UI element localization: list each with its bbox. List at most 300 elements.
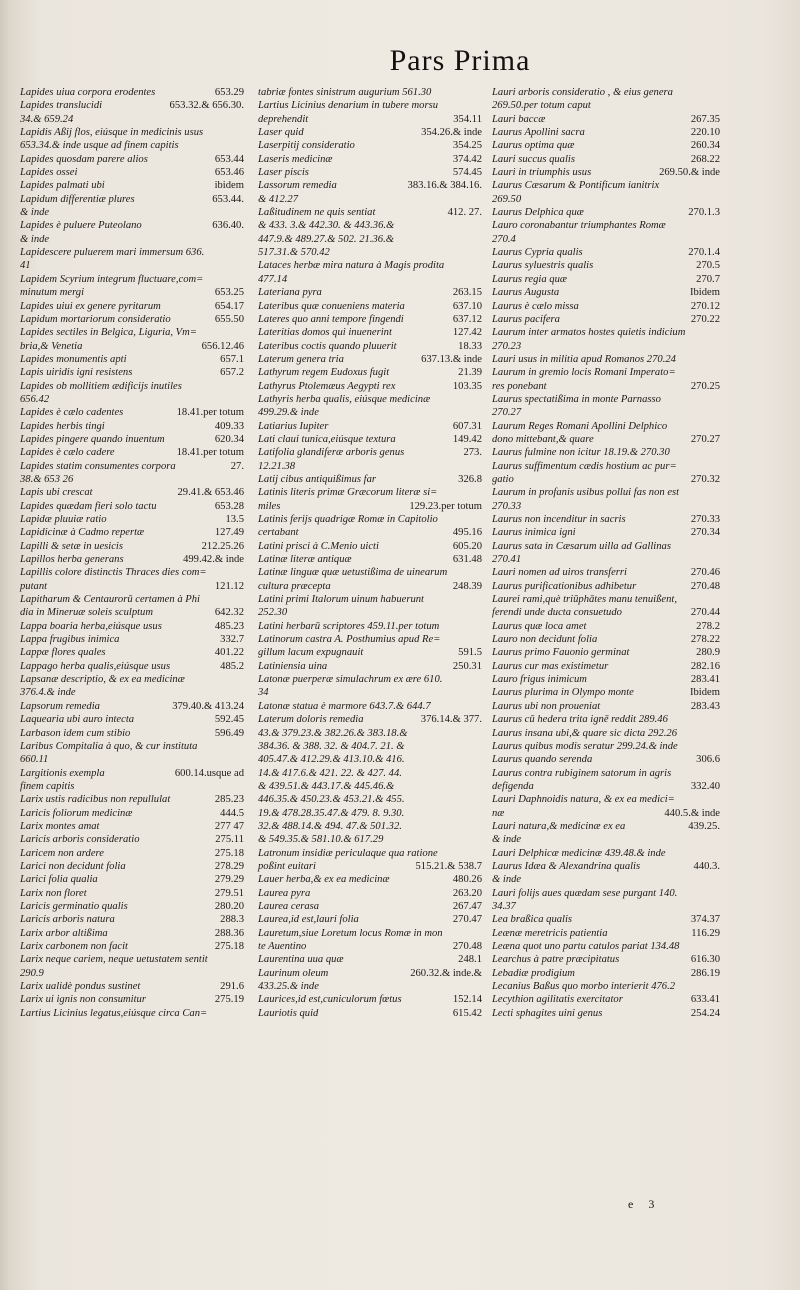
index-entry: [258, 980, 482, 993]
entry-text: dono mittebant,& quare: [492, 433, 594, 445]
entry-text: Laurus insana ubi,& quare sic dicta 292.26: [492, 727, 678, 739]
entry-text: & inde: [492, 874, 522, 886]
entry-text: res ponebant: [492, 380, 547, 392]
index-entry: [20, 526, 244, 539]
entry-text: Lecanius Baßus quo morbo interierit 476.2: [492, 981, 676, 993]
entry-reference: 401.22: [214, 647, 244, 659]
index-entry: [20, 300, 244, 313]
entry-reference: 596.49: [214, 727, 244, 739]
entry-reference: 127.49: [214, 527, 244, 539]
entry-text: Lauri in triumphis usus: [492, 167, 592, 179]
entry-reference: 103.35: [452, 380, 482, 392]
entry-reference: 607.31: [452, 420, 482, 432]
index-entry: [258, 993, 482, 1006]
index-entry: [258, 686, 482, 699]
entry-text: Lapis uiridis igni resistens: [20, 367, 133, 379]
entry-text: Lapidum differentiæ plures: [20, 193, 135, 205]
entry-text: Lapis ubi crescat: [20, 487, 93, 499]
entry-text: Lauri natura,& medicinæ ex ea: [492, 820, 626, 832]
entry-text: 34: [258, 687, 269, 699]
entry-reference: 278.2: [696, 620, 720, 632]
entry-text: Lapides translucidi: [20, 100, 103, 112]
index-entry: [20, 793, 244, 806]
entry-reference: 270.48: [690, 580, 720, 592]
entry-text: Lapides quosdam parere alios: [20, 153, 148, 165]
entry-text: minutum mergi: [20, 287, 85, 299]
entry-text: Laurus ubi non proueniat: [492, 700, 601, 712]
index-entry: [492, 927, 720, 940]
entry-text: Laurei rami,què triūphātes manu tenuißent,: [492, 594, 677, 606]
entry-reference: 291.6: [220, 981, 244, 993]
index-entry: [20, 126, 244, 139]
entry-text: 41: [20, 260, 31, 272]
entry-text: Laterum doloris remedia: [258, 714, 364, 726]
entry-text: 270.23: [492, 340, 522, 352]
entry-text: Lauer herba,& ex ea medicinæ: [258, 874, 390, 886]
index-entry: [20, 566, 244, 579]
entry-reference: 149.42: [452, 433, 482, 445]
index-entry: [20, 873, 244, 886]
entry-reference: 270.34: [690, 527, 720, 539]
index-entry: [492, 993, 720, 1006]
index-entry: [492, 767, 720, 780]
page-title: Pars Prima: [389, 44, 531, 77]
entry-reference: 270.25: [690, 380, 720, 392]
entry-text: Larici folia qualia: [20, 874, 98, 886]
entry-text: 499.29.& inde: [258, 407, 319, 419]
entry-reference: 354.26.& inde: [421, 127, 482, 139]
index-entry: [258, 566, 482, 579]
entry-text: Lapidicinæ à Cadmo repertæ: [20, 527, 145, 539]
entry-reference: 18.33: [458, 340, 482, 352]
running-head: [0, 44, 800, 78]
index-entry: [492, 780, 720, 793]
entry-text: Lauro coronabantur triumphantes Romæ: [492, 220, 666, 232]
index-entry: [20, 166, 244, 179]
entry-reference: 248.39: [452, 580, 482, 592]
entry-text: 43.& 379.23.& 382.26.& 383.18.&: [258, 727, 408, 739]
index-entry: [258, 286, 482, 299]
index-entry: [20, 940, 244, 953]
entry-text: Latinæ literæ antiquæ: [258, 554, 352, 566]
index-entry: [258, 513, 482, 526]
index-entry: [258, 553, 482, 566]
index-entry: [20, 993, 244, 1006]
entry-reference: 283.41: [690, 674, 720, 686]
entry-reference: 574.45: [452, 167, 482, 179]
entry-text: Lartius Licinius denarium in tubere morsu: [258, 100, 439, 112]
index-entry: [258, 446, 482, 459]
entry-text: Leæna quot uno partu catulos pariat 134.48: [492, 941, 680, 952]
index-entry: [20, 646, 244, 659]
entry-reference: 129.23.per totum: [409, 500, 482, 512]
index-entry: [492, 727, 720, 740]
entry-reference: 27.: [230, 460, 244, 472]
entry-text: Laurus syluestris qualis: [492, 260, 594, 272]
entry-text: 656.42: [20, 393, 50, 405]
entry-reference: 485.2: [220, 660, 244, 672]
entry-text: Lappa frugibus inimica: [20, 634, 120, 646]
entry-text: Laricis arboris natura: [20, 914, 115, 926]
index-entry: [492, 206, 720, 219]
entry-text: Laurum Reges Romani Apollini Delphico: [492, 420, 668, 432]
index-entry: [492, 246, 720, 259]
index-entry: [20, 713, 244, 726]
entry-reference: 283.43: [690, 700, 720, 712]
entry-text: te Auentino: [258, 941, 307, 952]
index-entry: [20, 727, 244, 740]
index-entry: [20, 353, 244, 366]
entry-reference: 260.32.& inde.&: [410, 967, 482, 979]
entry-text: Larix neque cariem, neque uetustatem sentit: [20, 954, 208, 966]
entry-text: Lapides palmati ubi: [20, 180, 105, 192]
entry-text: Laurus quibus modis seratur 299.24.& inde: [492, 740, 678, 752]
entry-reference: 275.18: [214, 941, 244, 952]
index-entry: [258, 179, 482, 192]
index-entry: [492, 366, 720, 379]
entry-reference: 279.29: [214, 874, 244, 886]
index-entry: [492, 580, 720, 593]
entry-text: Latinis ferijs quadrigæ Romæ in Capitolio: [258, 514, 438, 525]
entry-text: Larix montes amat: [20, 820, 100, 832]
index-column-1: [20, 86, 244, 1020]
entry-text: Lapides è cælo cadere: [20, 447, 115, 459]
entry-text: Laurus pacifera: [492, 313, 560, 325]
index-entry: [20, 313, 244, 326]
entry-text: Latonæ puerperæ simulachrum ex ære 610.: [258, 674, 443, 686]
entry-text: 270.27: [492, 407, 522, 419]
index-entry: [258, 593, 482, 606]
entry-text: Lecythion agilitatis exercitator: [492, 994, 623, 1006]
entry-text: Lauri usus in militia apud Romanos 270.24: [492, 353, 676, 365]
index-entry: [492, 646, 720, 659]
entry-text: 433.25.& inde: [258, 981, 319, 993]
entry-text: Lapides è puluere Puteolano: [20, 220, 142, 232]
index-entry: [20, 513, 244, 526]
index-entry: [20, 219, 244, 232]
entry-text: Lathyrus Ptolemæus Aegypti rex: [258, 380, 396, 392]
index-entry: [492, 820, 720, 833]
entry-text: Leænæ meretricis patientia: [492, 927, 608, 939]
entry-text: 252.30: [258, 607, 288, 619]
index-entry: [258, 927, 482, 940]
entry-text: 653.34.& inde usque ad finem capitis: [20, 140, 179, 152]
entry-reference: 270.47: [452, 914, 482, 926]
index-entry: [20, 326, 244, 339]
index-entry: [258, 273, 482, 286]
entry-reference: 306.6: [696, 754, 720, 766]
index-entry: [20, 860, 244, 873]
entry-reference: 515.21.& 538.7: [415, 860, 482, 872]
entry-text: Larix carbonem non facit: [20, 941, 128, 952]
entry-text: 270.41: [492, 554, 522, 566]
index-entry: [258, 940, 482, 953]
entry-reference: 412. 27.: [447, 207, 482, 219]
entry-text: Lappago herba qualis,eiúsque usus: [20, 660, 171, 672]
index-entry: [492, 593, 720, 606]
entry-reference: 633.41: [690, 994, 720, 1006]
index-entry: [20, 593, 244, 606]
index-entry: [20, 606, 244, 619]
entry-text: Lapides uiui ex genere pyritarum: [20, 300, 161, 312]
entry-text: Laurus purificationibus adhibetur: [492, 580, 637, 592]
index-entry: [258, 366, 482, 379]
entry-text: Lateribus quæ conueniens materia: [258, 300, 405, 312]
index-entry: [20, 86, 244, 99]
entry-reference: 653.44: [214, 153, 244, 165]
entry-reference: 121.12: [214, 580, 244, 592]
entry-text: 32.& 488.14.& 494. 47.& 501.32.: [258, 820, 402, 832]
index-entry: [258, 633, 482, 646]
index-entry: [258, 873, 482, 886]
entry-reference: 13.5: [225, 514, 244, 525]
index-entry: [492, 460, 720, 473]
entry-text: Latifolia glandiferæ arboris genus: [258, 447, 405, 459]
index-entry: [258, 166, 482, 179]
entry-text: finem capitis: [20, 780, 75, 792]
index-entry: [20, 820, 244, 833]
entry-text: Latini prisci à C.Menio uicti: [258, 540, 379, 552]
index-entry: [20, 740, 244, 753]
index-entry: [492, 139, 720, 152]
entry-reference: 127.42: [452, 327, 482, 339]
index-entry: [258, 420, 482, 433]
entry-text: Lappa boaria herba,eiúsque usus: [20, 620, 162, 632]
entry-text: & 549.35.& 581.10.& 617.29: [258, 834, 384, 846]
entry-text: Lebadiæ prodigium: [492, 967, 575, 979]
entry-text: Lapides quædam fieri solo tactu: [20, 500, 157, 512]
entry-text: & 412.27: [258, 193, 299, 205]
entry-reference: 250.31: [452, 660, 482, 672]
index-entry: [492, 233, 720, 246]
entry-text: Laurum in gremio locis Romani Imperato=: [492, 367, 676, 379]
index-entry: [20, 193, 244, 206]
index-entry: [492, 673, 720, 686]
entry-text: Laurus è cælo missa: [492, 300, 579, 312]
entry-text: Laurus cur mas existimetur: [492, 660, 609, 672]
index-entry: [258, 380, 482, 393]
index-entry: [20, 620, 244, 633]
entry-text: Laurus Augusta: [492, 287, 560, 299]
index-entry: [492, 313, 720, 326]
entry-text: Laurus spectatißima in monte Parnasso: [492, 393, 661, 405]
entry-text: gatio: [492, 473, 514, 485]
entry-reference: 653.32.& 656.30.: [169, 100, 244, 112]
index-entry: [258, 259, 482, 272]
index-entry: [492, 193, 720, 206]
signature-mark: e 3: [628, 1197, 661, 1211]
index-entry: [492, 887, 720, 900]
entry-text: Laurus primo Fauonio germinat: [492, 647, 630, 659]
entry-reference: 354.25: [452, 140, 482, 152]
entry-text: Larix ustis radicibus non repullulat: [20, 794, 171, 806]
index-entry: [258, 126, 482, 139]
entry-text: Lappæ flores quales: [20, 647, 106, 659]
entry-text: 517.31.& 570.42: [258, 247, 330, 259]
index-entry: [492, 166, 720, 179]
index-entry: [492, 900, 720, 913]
entry-reference: 379.40.& 413.24: [172, 700, 244, 712]
entry-reference: 332.7: [220, 634, 244, 646]
entry-text: Larix ui ignis non consumitur: [20, 994, 146, 1006]
entry-text: Lapidæ pluuiæ ratio: [20, 514, 107, 525]
entry-text: Laurus cū hedera trita ignē reddit 289.46: [492, 714, 668, 726]
index-entry: [492, 847, 720, 860]
index-entry: [20, 807, 244, 820]
entry-text: Laser quid: [258, 127, 304, 139]
entry-reference: 270.27: [690, 433, 720, 445]
entry-text: Larix ualidè pondus sustinet: [20, 981, 141, 993]
entry-reference: 275.19: [214, 994, 244, 1006]
entry-text: 660.11: [20, 754, 49, 766]
index-entry: [20, 673, 244, 686]
index-entry: [20, 553, 244, 566]
entry-reference: 657.2: [220, 367, 244, 379]
index-entry: [20, 246, 244, 259]
entry-text: & inde: [20, 207, 50, 219]
index-entry: [492, 660, 720, 673]
index-entry: [20, 887, 244, 900]
entry-text: Largitionis exempla: [20, 767, 105, 779]
index-entry: [492, 286, 720, 299]
entry-text: Lauri baccæ: [492, 113, 546, 125]
index-entry: [258, 139, 482, 152]
entry-text: Latonæ statua è marmore 643.7.& 644.7: [258, 700, 431, 712]
index-entry: [492, 526, 720, 539]
index-entry: [492, 713, 720, 726]
entry-text: Laurus Delphica quæ: [492, 207, 584, 219]
entry-text: Laurus Idæa & Alexandrina qualis: [492, 860, 641, 872]
index-entry: [20, 406, 244, 419]
entry-text: putant: [20, 580, 48, 592]
index-entry: [492, 740, 720, 753]
entry-reference: 605.20: [452, 540, 482, 552]
entry-text: Latiarius Iupiter: [258, 420, 329, 432]
entry-text: Larix arbor altißima: [20, 927, 108, 939]
entry-text: Lauri arboris consideratio , & eius genera: [492, 87, 673, 98]
entry-reference: 263.15: [452, 287, 482, 299]
entry-reference: 440.5.& inde: [664, 807, 720, 819]
entry-text: Latini primi Italorum uinum habuerunt: [258, 594, 424, 606]
entry-text: & inde: [492, 834, 522, 846]
index-entry: [20, 753, 244, 766]
entry-text: Lauro non decidunt folia: [492, 634, 598, 646]
entry-reference: 376.14.& 377.: [420, 714, 482, 726]
index-entry: [492, 873, 720, 886]
index-entry: [258, 740, 482, 753]
index-entry: [492, 353, 720, 366]
entry-reference: 656.12.46: [201, 340, 244, 352]
index-entry: [492, 259, 720, 272]
index-entry: [20, 153, 244, 166]
entry-text: 270.33: [492, 500, 522, 512]
index-entry: [20, 486, 244, 499]
entry-text: Lartius Licinius legatus,eiúsque circa Can=: [20, 1007, 208, 1019]
entry-reference: 655.50: [214, 313, 244, 325]
entry-text: Laricis arboris consideratio: [20, 834, 140, 846]
index-entry: [20, 913, 244, 926]
entry-text: miles: [258, 500, 281, 512]
index-entry: [492, 980, 720, 993]
index-entry: [492, 433, 720, 446]
entry-text: Laurea,id est,lauri folia: [258, 914, 359, 926]
index-entry: [492, 273, 720, 286]
entry-reference: 653.25: [214, 287, 244, 299]
entry-reference: 285.23: [214, 794, 244, 806]
entry-reference: 642.32: [214, 607, 244, 619]
entry-text: Lapides herbis tingi: [20, 420, 105, 432]
entry-reference: 480.26: [452, 874, 482, 886]
index-entry: [20, 380, 244, 393]
entry-reference: 354.11: [453, 113, 482, 125]
entry-text: Lateres quo anni tempore fingendi: [258, 313, 404, 325]
index-entry: [492, 126, 720, 139]
entry-text: Laurea cerasa: [258, 900, 320, 912]
index-entry: [492, 219, 720, 232]
entry-text: Laser piscis: [258, 167, 309, 179]
entry-text: Laurea pyra: [258, 887, 311, 899]
entry-reference: 260.34: [690, 140, 720, 152]
entry-text: deprehendit: [258, 113, 309, 125]
index-entry: [20, 1007, 244, 1020]
index-entry: [258, 900, 482, 913]
index-entry: [258, 833, 482, 846]
index-entry: [258, 353, 482, 366]
entry-text: Lapsanæ descriptio, & ex ea medicinæ: [20, 674, 185, 686]
entry-text: 447.9.& 489.27.& 502. 21.36.&: [258, 233, 394, 245]
entry-text: Laurus quando serenda: [492, 754, 593, 766]
index-entry: [20, 433, 244, 446]
index-entry: [258, 713, 482, 726]
index-entry: [492, 633, 720, 646]
entry-reference: 270.48: [452, 941, 482, 952]
index-entry: [492, 500, 720, 513]
index-entry: [258, 206, 482, 219]
entry-reference: 326.8: [458, 473, 482, 485]
index-entry: [20, 473, 244, 486]
entry-reference: 270.12: [690, 300, 720, 312]
entry-reference: 21.39: [458, 367, 482, 379]
entry-reference: 270.1.3: [688, 207, 720, 219]
entry-reference: 277 47: [214, 820, 244, 832]
entry-text: Larix non floret: [20, 887, 87, 899]
entry-reference: 288.36: [214, 927, 244, 939]
entry-reference: 439.25.: [688, 820, 720, 832]
entry-reference: 280.9: [696, 647, 720, 659]
entry-text: Laßitudinem ne quis sentiat: [258, 207, 376, 219]
entry-text: Latij cibus antiquißimus far: [258, 473, 377, 485]
index-entry: [20, 540, 244, 553]
entry-text: Laricis foliorum medicinæ: [20, 807, 133, 819]
entry-text: Learchus à patre præcipitatus: [492, 954, 620, 966]
entry-text: Lapidem Scyrium integrum fluctuare,com=: [20, 273, 204, 285]
index-entry: [20, 980, 244, 993]
entry-text: Laurus Apollini sacra: [492, 127, 585, 139]
entry-reference: ibidem: [214, 180, 244, 192]
entry-text: Laurus regia quæ: [492, 273, 567, 285]
entry-reference: 220.10: [690, 127, 720, 139]
index-entry: [20, 767, 244, 780]
index-entry: [258, 233, 482, 246]
entry-text: 34.& 659.24: [20, 113, 74, 125]
entry-reference: 653.46: [214, 167, 244, 179]
entry-text: Lapidum mortariorum consideratio: [20, 313, 171, 325]
index-entry: [258, 673, 482, 686]
entry-reference: 654.17: [214, 300, 244, 312]
entry-reference: 653.29: [214, 87, 244, 98]
entry-text: & 439.51.& 443.17.& 445.46.&: [258, 780, 395, 792]
index-entry: [492, 700, 720, 713]
